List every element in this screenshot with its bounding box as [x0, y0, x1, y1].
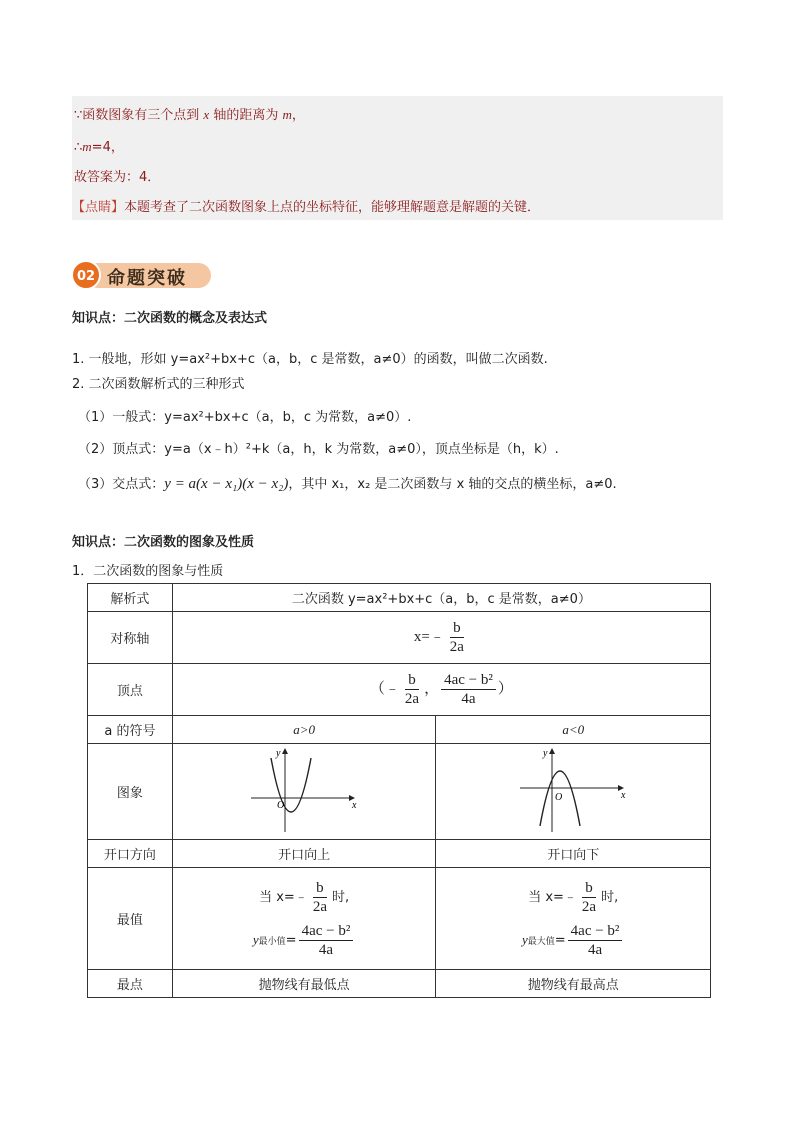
- table-row: [88, 970, 711, 998]
- tip-text: 本题考查了二次函数图象上点的坐标特征，能够理解题意是解题的关键．: [124, 200, 541, 215]
- formula-text: =: [285, 932, 297, 948]
- numerator: b: [582, 879, 596, 898]
- min-value-formula: [173, 922, 436, 959]
- answer-text: ，: [291, 108, 305, 123]
- extreme-condition: [436, 879, 710, 916]
- badge-number: 02: [71, 260, 101, 290]
- table-row: [88, 612, 711, 664]
- formula-text: =: [554, 932, 566, 948]
- formula-text: x=﹣: [413, 629, 445, 645]
- vertex-formula: [172, 664, 710, 716]
- properties-table: [87, 583, 711, 998]
- answer-text: 轴的距离为: [209, 108, 283, 123]
- kp1-line-1: 1. 一般地，形如 y=ax²+bx+c（a，b，c 是常数，a≠0）的函数，叫做二次函数.: [72, 352, 548, 367]
- denominator: 2a: [581, 898, 597, 915]
- answer-text: ∴: [74, 140, 83, 155]
- parabola-up-graph: [249, 746, 359, 834]
- numerator: 4ac − b²: [568, 922, 623, 941]
- kp1-line-5-pre: （3）交点式：: [78, 477, 165, 492]
- answer-var: x: [203, 107, 210, 122]
- formula-text: ，: [424, 681, 440, 697]
- table-row: [88, 716, 711, 744]
- parabola-down-graph: [518, 746, 628, 834]
- row-label: 开口方向: [88, 840, 173, 868]
- formula-sub: 最小值: [258, 936, 286, 947]
- answer-text: =4，: [91, 140, 124, 155]
- answer-box: [72, 96, 723, 220]
- formula-text: （﹣: [369, 681, 400, 697]
- table-row: [88, 584, 711, 612]
- y-axis-label: y: [276, 747, 281, 759]
- fraction: [447, 619, 467, 656]
- x-axis-label: x: [352, 799, 357, 811]
- numerator: 4ac − b²: [299, 922, 354, 941]
- graph-downward: [436, 744, 711, 840]
- kp1-title: 知识点：二次函数的概念及表达式: [72, 311, 268, 326]
- numerator: b: [405, 671, 419, 690]
- formula-text: 时,: [601, 889, 619, 905]
- opening-up: 开口向上: [172, 840, 436, 868]
- answer-text: ∵函数图象有三个点到: [74, 108, 204, 123]
- highest-point: 抛物线有最高点: [436, 970, 711, 998]
- graph-upward: [172, 744, 436, 840]
- fraction: [579, 879, 599, 916]
- fraction: [310, 879, 330, 916]
- answer-line-1: [74, 104, 305, 123]
- answer-line-3: 故答案为：4．: [74, 170, 161, 185]
- kp1-line-4: （2）顶点式：y=a（x﹣h）²+k（a，h，k 为常数，a≠0），顶点坐标是（h，k）.: [78, 442, 559, 457]
- opening-down: 开口向下: [436, 840, 711, 868]
- table-row: [88, 744, 711, 840]
- table-row: [88, 868, 711, 970]
- fraction: [568, 922, 623, 959]
- kp1-line-5-post: ，其中 x₁，x₂ 是二次函数与 x 轴的交点的横坐标，a≠0.: [288, 477, 617, 492]
- kp2-title: 知识点：二次函数的图象及性质: [72, 535, 255, 550]
- answer-var: m: [82, 139, 92, 154]
- kp1-line-5: [78, 473, 617, 493]
- table-row: [88, 664, 711, 716]
- row-label: 对称轴: [88, 612, 173, 664]
- table-row: [88, 840, 711, 868]
- kp1-line-3: （1）一般式：y=ax²+bx+c（a，b，c 为常数，a≠0）.: [78, 410, 412, 425]
- row-label: 最点: [88, 970, 173, 998]
- numerator: b: [313, 879, 327, 898]
- badge-title: 命题突破: [107, 268, 187, 289]
- answer-var: m: [282, 107, 292, 122]
- denominator: 4a: [587, 941, 603, 958]
- fraction: [441, 671, 496, 708]
- fraction: [402, 671, 422, 708]
- row-label: a 的符号: [88, 716, 173, 744]
- tip-tag: 【点睛】: [72, 200, 125, 215]
- kp1-line-2: 2. 二次函数解析式的三种形式: [72, 377, 245, 392]
- numerator: b: [450, 619, 464, 638]
- y-axis-label: y: [543, 747, 548, 759]
- lowest-point: 抛物线有最低点: [172, 970, 436, 998]
- denominator: 2a: [312, 898, 327, 915]
- tip-line: [72, 196, 540, 215]
- fraction: [299, 922, 354, 959]
- formula-text: ）: [497, 681, 513, 697]
- row-label: 顶点: [88, 664, 173, 716]
- x-axis-label: x: [621, 789, 626, 801]
- formula-text: 当 x=﹣: [528, 889, 577, 905]
- sign-positive: a>0: [172, 716, 436, 744]
- denominator: 2a: [449, 639, 464, 655]
- numerator: 4ac − b²: [441, 671, 496, 690]
- max-value-formula: [436, 922, 710, 959]
- row-label: 图象: [88, 744, 173, 840]
- axis-formula: [172, 612, 710, 664]
- formula-var: y: [252, 931, 259, 947]
- section-badge: [71, 260, 211, 290]
- kp2-sub: 1．二次函数的图象与性质: [72, 564, 224, 579]
- formula-sub: 最大值: [527, 936, 555, 947]
- row-label: 解析式: [88, 584, 173, 612]
- formula-var: y: [521, 931, 528, 947]
- denominator: 4a: [461, 691, 476, 707]
- formula-text: 时,: [331, 889, 350, 905]
- origin-label: O: [555, 791, 563, 803]
- sign-negative: a<0: [436, 716, 711, 744]
- extreme-condition: [173, 879, 436, 916]
- origin-label: O: [277, 799, 285, 811]
- row-value: 二次函数 y=ax²+bx+c（a，b，c 是常数，a≠0）: [172, 584, 710, 612]
- max-value-cell: [436, 868, 711, 970]
- answer-line-2: [74, 136, 124, 155]
- intercept-formula: y = a(x − x₁)(x − x₂): [164, 476, 289, 492]
- formula-text: 当 x=﹣: [259, 889, 308, 905]
- denominator: 2a: [404, 691, 420, 707]
- row-label: 最值: [88, 868, 173, 970]
- min-value-cell: [172, 868, 436, 970]
- denominator: 4a: [318, 941, 334, 958]
